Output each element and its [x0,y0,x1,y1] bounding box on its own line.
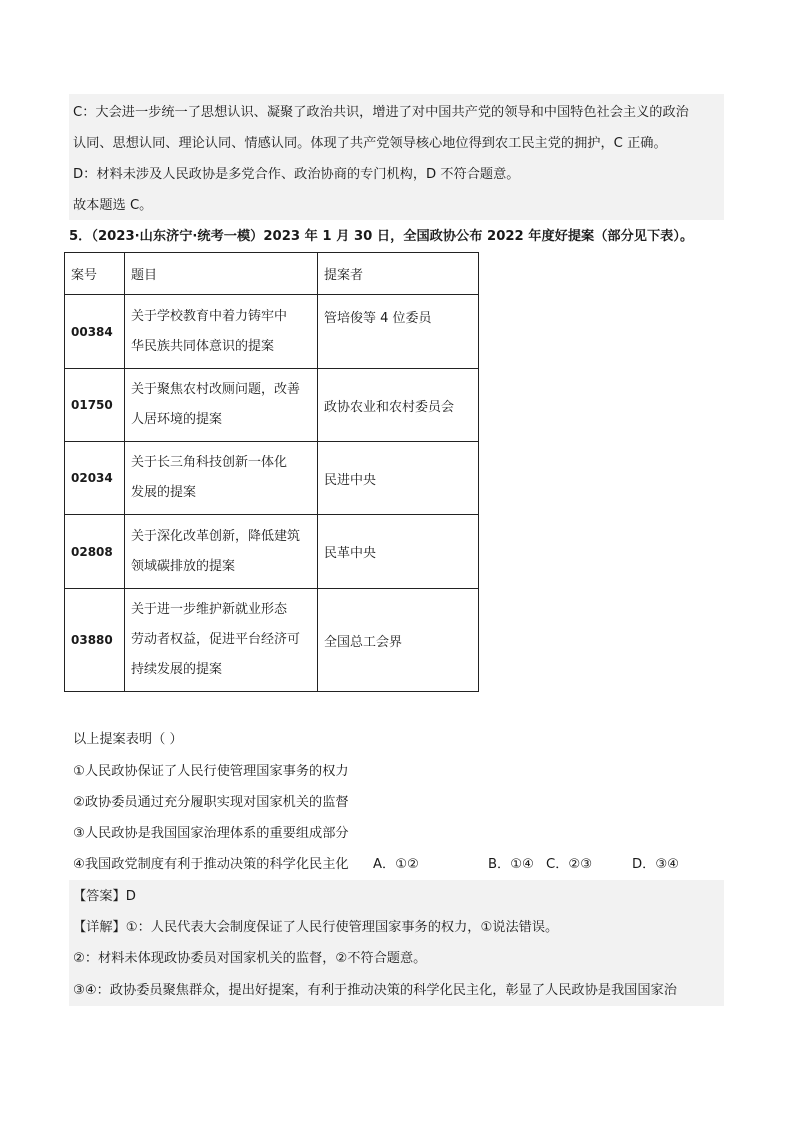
question5-stem: 5．（2023·山东济宁·统考一模）2023 年 1 月 30 日，全国政协公布 2022 年度好提案（部分见下表）。 [69,229,694,244]
proposal-title-line: 领域碳排放的提案 [131,558,236,574]
answer-detail-1: 【详解】①：人民代表大会制度保证了人民行使管理国家事务的权力，①说法错误。 [73,920,559,935]
answer-label: 【答案】D [73,889,136,904]
header-proposer: 提案者 [318,253,479,295]
case-number: 01750 [65,369,125,442]
case-number: 00384 [65,295,125,369]
proposal-title [125,589,318,692]
proposal-title-line: 关于深化改革创新，降低建筑 [131,528,301,544]
option-c[interactable]: C．②③ [546,857,593,872]
option-a[interactable]: A．①② [373,857,419,872]
option-b[interactable]: B．①④ [488,857,534,872]
proposal-title-line: 关于学校教育中着力铸牢中 [131,308,288,324]
proposals-table [64,252,479,692]
proposer: 政协农业和农村委员会 [318,369,479,442]
table-header-row [65,253,479,295]
proposal-title [125,295,318,369]
proposal-title-line: 发展的提案 [131,485,197,500]
proposer: 民革中央 [318,515,479,589]
statement-3: ③人民政协是我国国家治理体系的重要组成部分 [73,826,349,841]
header-title: 题目 [125,253,318,295]
proposer: 管培俊等 4 位委员 [318,295,479,369]
statement-2: ②政协委员通过充分履职实现对国家机关的监督 [73,795,349,810]
case-number: 02034 [65,442,125,515]
table-row [65,369,479,442]
table-row [65,589,479,692]
case-number: 02808 [65,515,125,589]
proposal-title-line: 华民族共同体意识的提案 [131,338,275,354]
explanation-c-line2: 认同、思想认同、理论认同、情感认同。体现了共产党领导核心地位得到农工民主党的拥护，C 正确。 [73,136,667,151]
table-row [65,442,479,515]
statement-1: ①人民政协保证了人民行使管理国家事务的权力 [73,764,349,779]
proposer: 全国总工会界 [318,589,479,692]
proposal-title [125,515,318,589]
proposal-title-line: 持续发展的提案 [131,662,223,677]
explanation-conclusion: 故本题选 C。 [73,198,153,213]
question5-prompt: 以上提案表明（ ） [73,732,183,747]
proposal-title-line: 关于进一步维护新就业形态 [131,602,288,617]
statement-4: ④我国政党制度有利于推动决策的科学化民主化 [73,857,349,872]
proposal-title-line: 人居环境的提案 [131,412,223,427]
proposer: 民进中央 [318,442,479,515]
case-number: 03880 [65,589,125,692]
answer-detail-2: ②：材料未体现政协委员对国家机关的监督，②不符合题意。 [73,951,427,966]
proposal-title [125,442,318,515]
header-case-number: 案号 [65,253,125,295]
proposal-title-line: 关于长三角科技创新一体化 [131,455,288,470]
explanation-c-line1: C：大会进一步统一了思想认识、凝聚了政治共识，增进了对中国共产党的领导和中国特色社会主义的政治 [73,105,689,120]
answer-detail-3: ③④：政协委员聚焦群众，提出好提案，有利于推动决策的科学化民主化，彰显了人民政协是我国国家治 [73,983,677,998]
proposal-title [125,369,318,442]
table-row [65,295,479,369]
option-d[interactable]: D．③④ [632,857,679,872]
table-row [65,515,479,589]
explanation-d-line: D：材料未涉及人民政协是多党合作、政治协商的专门机构，D 不符合题意。 [73,167,520,182]
proposal-title-line: 关于聚焦农村改厕问题，改善 [131,382,301,397]
proposal-title-line: 劳动者权益，促进平台经济可 [131,632,301,647]
